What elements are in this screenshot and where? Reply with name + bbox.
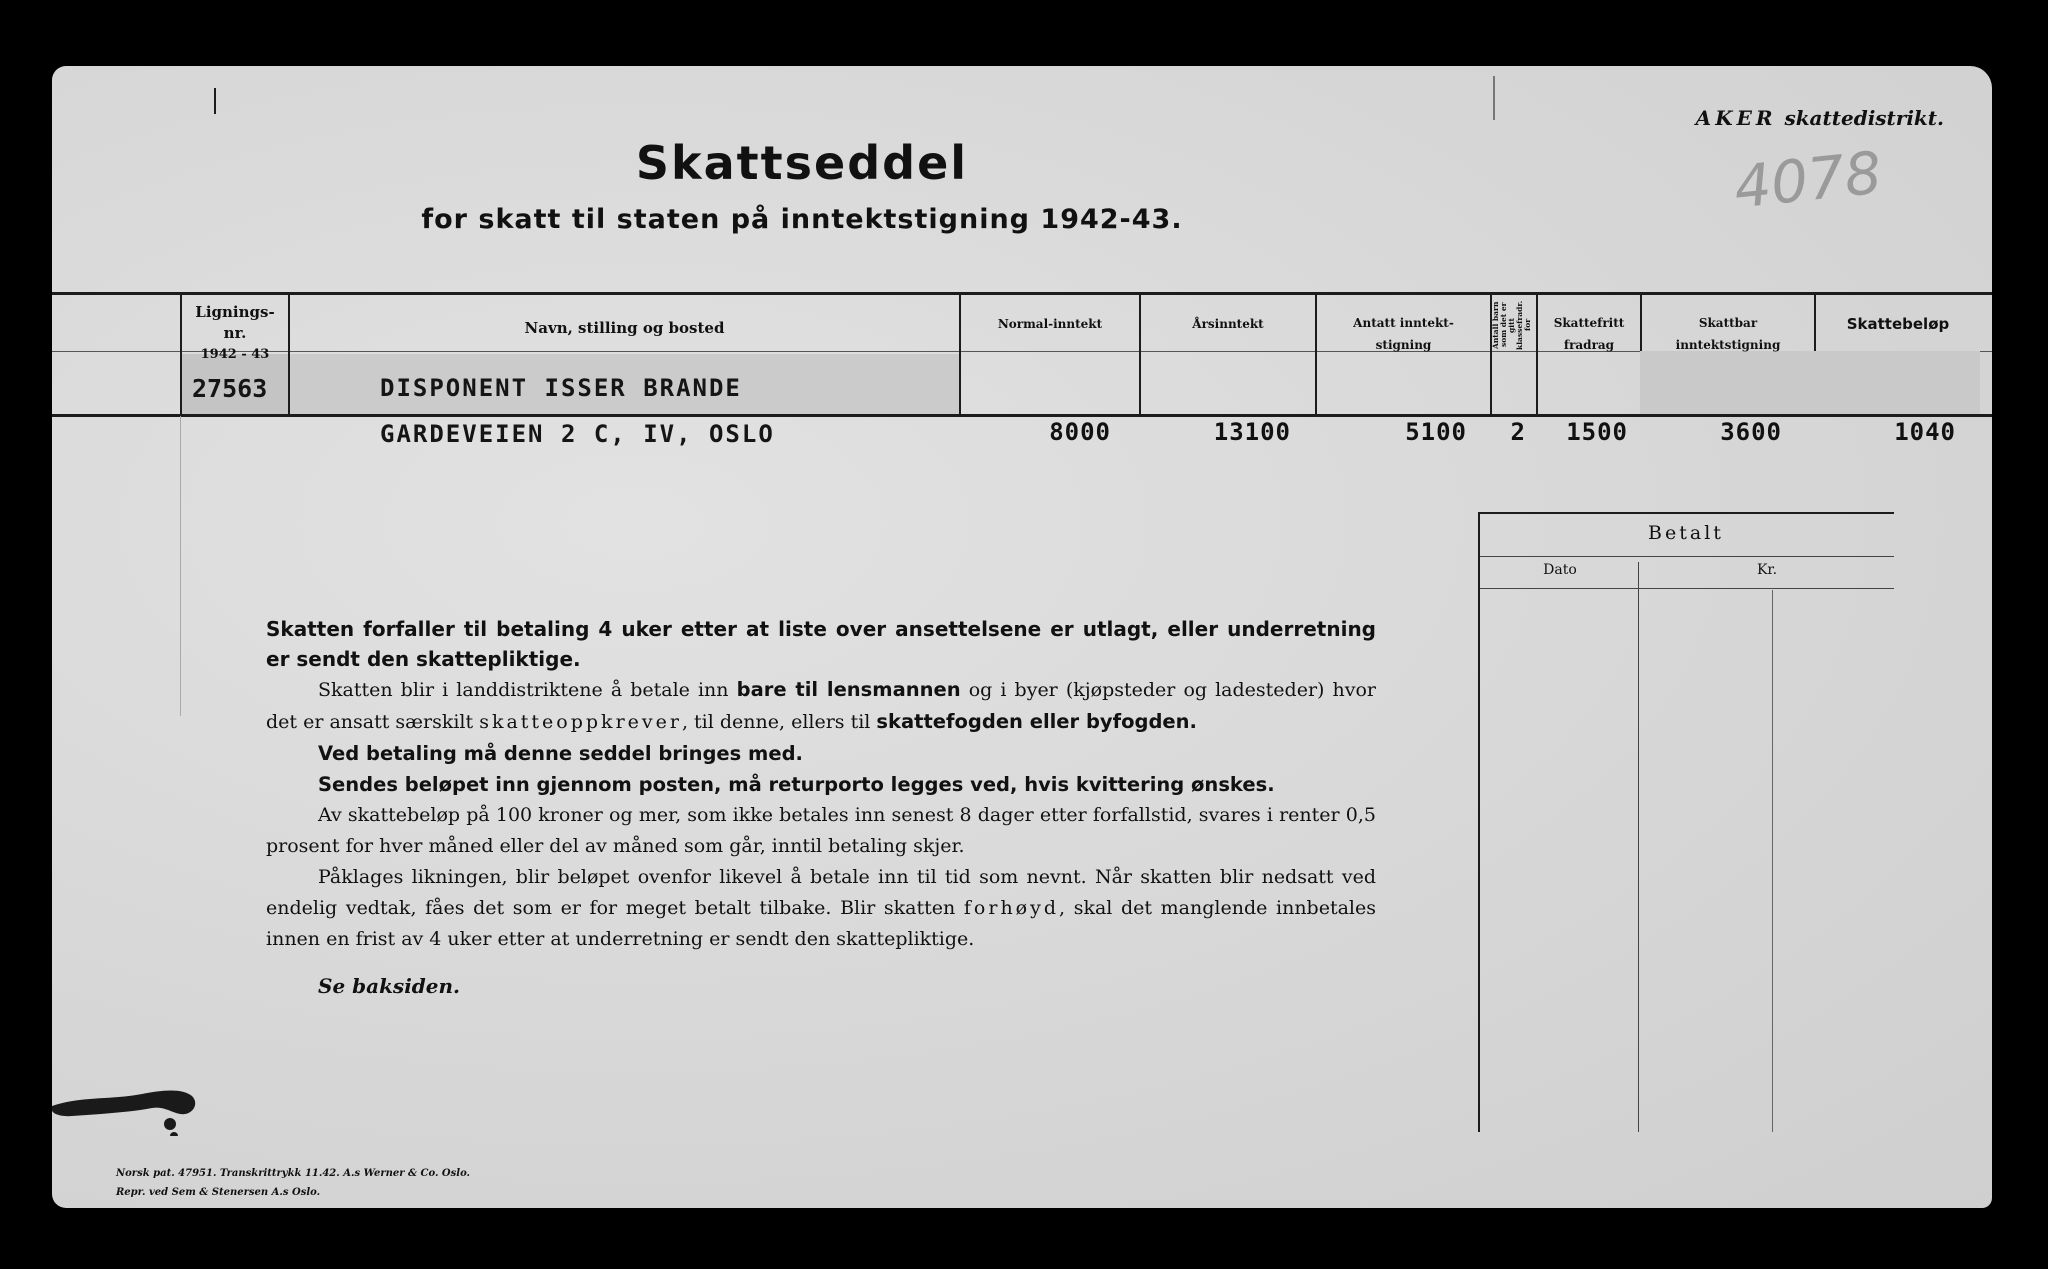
header-text: Antatt inntekt- (1353, 316, 1454, 330)
betalt-header-rule (1480, 588, 1894, 589)
col-divider (1139, 294, 1141, 416)
document-title: Skattseddel (635, 136, 969, 190)
district-suffix: skattedistrikt. (1784, 106, 1944, 130)
betalt-top-rule (1478, 512, 1894, 514)
terms-paragraph-2 (266, 674, 1376, 738)
betalt-left-rule (1478, 512, 1480, 1132)
betalt-dato-header: Dato (1543, 562, 1577, 578)
terms-text-run: Skatten blir i landdistriktene å betale inn (318, 679, 737, 701)
terms-text-run: skattefogden eller byfogden. (876, 710, 1197, 733)
col-ligningsnr-header (182, 302, 288, 365)
annual-income-value: 13100 (1213, 418, 1291, 446)
tax-free-deduction-value: 1500 (1566, 418, 1628, 446)
table-top-rule (52, 292, 1992, 295)
ink-stain-icon (52, 1066, 202, 1136)
header-text: 1942 - 43 (200, 347, 270, 362)
see-back-note: Se baksiden. (318, 974, 461, 998)
col-arsinntekt-header: Årsinntekt (1192, 317, 1264, 331)
margin-line (180, 416, 181, 716)
terms-text-run: Påklages likningen, blir beløpet ovenfor likevel å betale inn til tid som nevnt. Når skatten blir nedsatt ved endelig vedtak, fåes det som er for meget betalt tilbake. Blir skatten (266, 866, 1376, 919)
betalt-kr-header: Kr. (1756, 562, 1778, 578)
terms-text-run: forhøyd (963, 897, 1060, 919)
col-divider (959, 294, 961, 416)
taxpayer-address: GARDEVEIEN 2 C, IV, OSLO (380, 420, 775, 448)
handwritten-number: 4078 (1731, 138, 1886, 222)
district-label (1696, 106, 1944, 130)
table-bottom-rule (52, 414, 1992, 417)
document-subtitle: for skatt til staten på inntektstigning 1942-43. (421, 204, 1183, 235)
header-text: inntektstigning (1675, 338, 1781, 352)
col-normal-header: Normal-inntekt (997, 317, 1103, 331)
terms-paragraph-4: Sendes beløpet inn gjennom posten, må returporto legges ved, hvis kvittering ønskes. (318, 773, 1275, 796)
terms-text-run: skatteoppkrever (479, 711, 682, 733)
tick-mark (1493, 76, 1495, 120)
tax-slip-document (52, 66, 1992, 1208)
col-skattbar-header (1642, 312, 1814, 356)
header-text: nr. (223, 324, 247, 342)
header-text: Skattbar (1698, 316, 1758, 330)
printer-imprint (116, 1164, 470, 1202)
betalt-col-rule (1772, 590, 1773, 1132)
tick-mark (214, 88, 216, 114)
betalt-title-rule (1480, 556, 1894, 557)
col-fritt-header (1538, 312, 1640, 356)
terms-text-run: bare til lensmannen (736, 678, 961, 701)
income-rise-value: 5100 (1405, 418, 1467, 446)
header-text: fradrag (1563, 338, 1615, 352)
col-belop-header: Skattebeløp (1846, 315, 1950, 333)
terms-text-run: , skal det manglende innbetales innen en frist av 4 uker etter at underretning er sendt den skattepliktige. (266, 897, 1376, 950)
header-text: Lignings- (195, 303, 275, 321)
betalt-col-rule (1638, 562, 1639, 1132)
terms-paragraph-1: Skatten forfaller til betaling 4 uker etter at liste over ansettelsene er utlagt, eller underretning er sendt den skattepliktige. (266, 617, 1376, 671)
terms-paragraph-3: Ved betaling må denne seddel bringes med. (318, 742, 803, 765)
header-text: stigning (1375, 338, 1432, 352)
amount-shade (1640, 351, 1980, 414)
col-antall-header: Antall barn som det er gitt klassefradr. for (1491, 300, 1532, 350)
tax-amount-value: 1040 (1894, 418, 1956, 446)
terms-paragraph-5: Av skattebeløp på 100 kroner og mer, som ikke betales inn senest 8 dager etter forfallstid, svares i renter 0,5 prosent for hver måned eller del av måned som går, inntil betaling skjer. (266, 804, 1376, 857)
col-navn-header: Navn, stilling og bosted (524, 319, 725, 337)
imprint-line: Repr. ved Sem & Stenersen A.s Oslo. (116, 1187, 321, 1198)
col-antatt-header (1317, 312, 1490, 356)
terms-paragraph-6 (266, 862, 1376, 955)
terms-text-run: , til denne, ellers til (681, 711, 877, 733)
terms-text-run: og i byer (kjøpsteder og ladesteder) hvor det er ansatt særskilt (266, 679, 1377, 733)
header-text: Skattefritt (1553, 316, 1625, 330)
taxpayer-name: DISPONENT ISSER BRANDE (380, 374, 742, 402)
betalt-title: Betalt (1648, 522, 1724, 544)
imprint-line: Norsk pat. 47951. Transkrittrykk 11.42. A.s Werner & Co. Oslo. (116, 1168, 471, 1179)
ligningsnr-value: 27563 (192, 374, 268, 403)
terms-text (266, 614, 1376, 955)
taxable-rise-value: 3600 (1720, 418, 1782, 446)
district-name: AKER (1695, 106, 1777, 130)
child-count-value: 2 (1510, 418, 1526, 446)
normal-income-value: 8000 (1049, 418, 1111, 446)
